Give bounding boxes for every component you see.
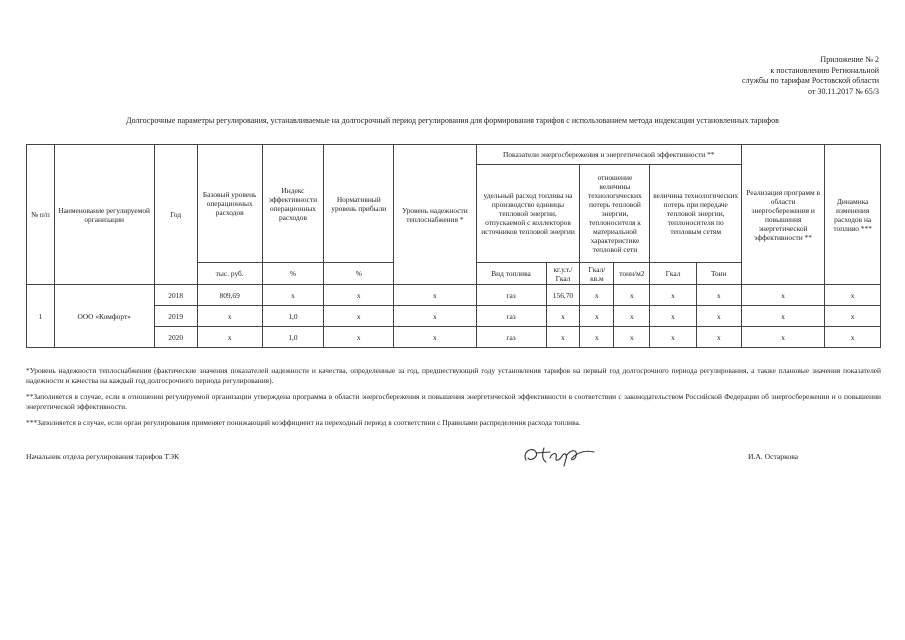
cell-fuel-type: газ	[476, 306, 546, 327]
cell-fuel-type: газ	[476, 285, 546, 306]
cell-norm: x	[324, 306, 394, 327]
cell-reliability: x	[394, 327, 476, 348]
footnote-reliability: *Уровень надежности теплоснабжения (фактические значения показателей надежности и качества, определенные за год, предшествующий году установления тарифов на первый год долгосрочного периода регулирования, а также плановые значения показателей надежности и качества на каждый год долгосрочного периода регулирования).	[26, 366, 881, 385]
col-header-dynamics: Динамика изменения расходов на топливо ***	[825, 145, 881, 285]
cell-year: 2019	[154, 306, 197, 327]
col-header-program: Реализация программ в области энергосбережения и повышения энергетической эффективности **	[741, 145, 824, 285]
footnote-fuel: ***Заполняется в случае, если орган регулирования применяет понижающий коэффициент на переходный период в соответствии с Правилами распределения расхода топлива.	[26, 418, 581, 427]
cell-dynamics: x	[825, 306, 881, 327]
signatory-position: Начальник отдела регулирования тарифов ТЭК	[26, 452, 180, 461]
cell-ratio-gcal: x	[580, 306, 614, 327]
cell-norm: x	[324, 285, 394, 306]
cell-ratio-gcal: x	[580, 285, 614, 306]
cell-losses-ton: x	[696, 285, 741, 306]
cell-losses-gcal: x	[650, 327, 696, 348]
unit-ratio-ton: тонн/м2	[614, 263, 650, 285]
col-header-base: Базовый уровень операционных расходов	[197, 145, 262, 263]
col-header-energy-group: Показатели энергосбережения и энергетической эффективности **	[476, 145, 741, 165]
cell-year: 2018	[154, 285, 197, 306]
unit-norm: %	[324, 263, 394, 285]
col-header-ratio: отношение величины технологических потерь тепловой энергии, теплоносителя к материальной характеристике тепловой сети	[580, 165, 650, 263]
unit-base: тыс. руб.	[197, 263, 262, 285]
col-header-losses: величина технологических потерь при передаче тепловой энергии, теплоносителя по тепловым сетям	[650, 165, 742, 263]
table-row	[27, 285, 881, 306]
cell-losses-gcal: x	[650, 306, 696, 327]
table-row	[27, 306, 881, 327]
header-line: Приложение № 2	[820, 55, 879, 64]
handwritten-signature	[520, 442, 610, 470]
col-header-reliability: Уровень надежности теплоснабжения *	[394, 145, 476, 285]
col-header-index: Индекс эффективности операционных расходов	[262, 145, 324, 263]
cell-losses-ton: x	[696, 306, 741, 327]
col-header-org: Наименование регулируемой организации	[54, 145, 154, 285]
header-line: от 30.11.2017 № 65/3	[808, 86, 879, 96]
cell-ratio-ton: x	[614, 285, 650, 306]
table-row	[27, 327, 881, 348]
document-title: Долгосрочные параметры регулирования, устанавливаемые на долгосрочный период регулирования для формирования тарифов с использованием метода индексации установленных тарифов	[126, 116, 779, 125]
unit-losses-gcal: Гкал	[650, 263, 696, 285]
cell-fuel-rate: x	[546, 327, 580, 348]
unit-index: %	[262, 263, 324, 285]
unit-ratio-gcal: Гкал/ кв.м	[580, 263, 614, 285]
cell-losses-ton: x	[696, 327, 741, 348]
col-header-year: Год	[154, 145, 197, 285]
signatory-name: И.А. Остаркова	[748, 452, 799, 461]
org-name: ООО «Комфорт»	[54, 285, 154, 348]
cell-index: 1,0	[262, 327, 324, 348]
cell-norm: x	[324, 327, 394, 348]
cell-ratio-ton: x	[614, 327, 650, 348]
header-line: к постановлению Региональной	[770, 65, 879, 75]
cell-program: x	[741, 306, 824, 327]
header-line: службы по тарифам Ростовской области	[742, 76, 879, 85]
cell-index: 1,0	[262, 306, 324, 327]
cell-reliability: x	[394, 285, 476, 306]
col-header-no: № п/п	[27, 145, 55, 285]
unit-fuel-type: Вид топлива	[476, 263, 546, 285]
footnotes	[26, 366, 881, 434]
cell-base: x	[197, 306, 262, 327]
cell-ratio-gcal: x	[580, 327, 614, 348]
cell-losses-gcal: x	[650, 285, 696, 306]
cell-reliability: x	[394, 306, 476, 327]
cell-year: 2020	[154, 327, 197, 348]
cell-fuel-rate: x	[546, 306, 580, 327]
header-block	[629, 55, 879, 97]
cell-fuel-type: газ	[476, 327, 546, 348]
org-number: 1	[27, 285, 55, 348]
unit-fuel-rate: кг.у.т./ Гкал	[546, 263, 580, 285]
cell-index: x	[262, 285, 324, 306]
col-header-fuel: удельный расход топлива на производство единицы тепловой энергии, отпускаемой с коллекторов источников тепловой энергии	[476, 165, 580, 263]
cell-fuel-rate: 156,70	[546, 285, 580, 306]
cell-base: x	[197, 327, 262, 348]
footnote-energy-program: **Заполняется в случае, если в отношении регулируемой организации утверждена программа в области энергосбережения и повышения энергетической эффективности в соответствии с законодательством Российской Федерации об энергосбережении и о повышении энергетической эффективности.	[26, 392, 881, 411]
parameters-table	[26, 144, 881, 348]
unit-losses-ton: Тонн	[696, 263, 741, 285]
cell-program: x	[741, 285, 824, 306]
cell-base: 809,69	[197, 285, 262, 306]
cell-program: x	[741, 327, 824, 348]
cell-dynamics: x	[825, 327, 881, 348]
cell-ratio-ton: x	[614, 306, 650, 327]
col-header-norm: Нормативный уровень прибыли	[324, 145, 394, 263]
cell-dynamics: x	[825, 285, 881, 306]
